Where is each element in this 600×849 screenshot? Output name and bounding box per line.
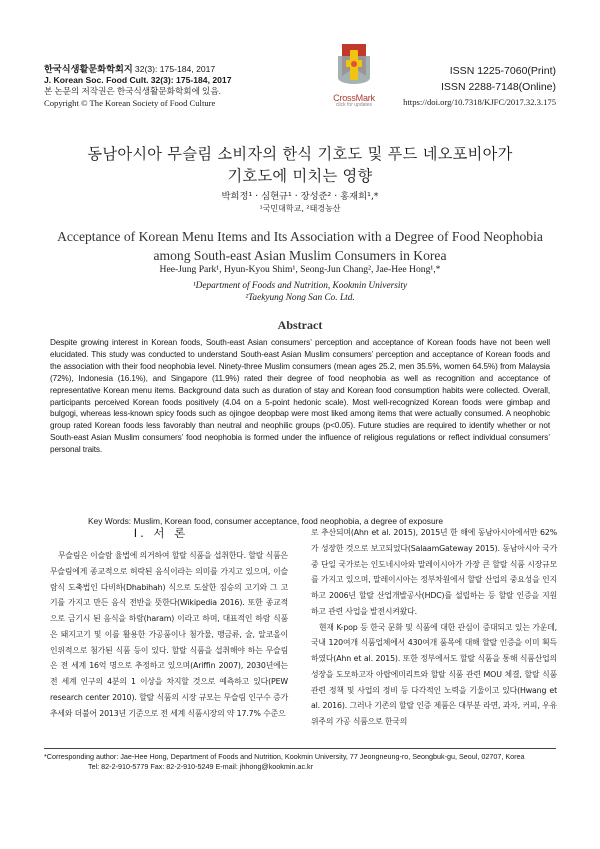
corresponding-author-footnote [44,752,564,772]
title-english [50,228,550,265]
footnote-line: *Corresponding author: Jae-Hee Hong, Department of Foods and Nutrition, Kookmin University, 77 Jeongneung-ro, Seongbuk-gu, Seoul, 02707, Korea [44,752,525,761]
crossmark-subtitle: click for updates [335,102,373,108]
affiliations-korean: ¹국민대학교, ²태경농산 [259,204,341,213]
title-korean-line: 동남아시아 무슬림 소비자의 한식 기호도 및 푸드 네오포비아가 [87,145,513,163]
title-english-line: among South-east Asian Muslim Consumers in Korea [153,247,447,263]
section-heading-introduction: Ⅰ. 서 론 [133,526,189,540]
crossmark-title: CrossMark [333,93,375,103]
body-paragraph: 현재 K-pop 등 한국 문화 및 식품에 대한 관심이 증대되고 있는 가운데, 국내 120여개 식품업체에서 430여개 품목에 대해 할랄 인증을 이미 획득하였다(Ahn et al. 2015). 또한 정부에서도 할랄 식품을 통해 식품산업의 성장을 도모하고자 아랍에미리트와 할랄 식품 관련 MOU 체결, 할랄 식품 관련 정책 및 사업의 정비 등 다각적인 노력을 기울이고 있다(Hwang et al. 2016). 그러나 기존의 할랄 인증 제품은 대부분 라면, 과자, 커피, 우유 위주의 가공 식품으로 한국의 [311,622,557,726]
journal-volume-ko: 32(3): 175-184, 2017 [134,64,216,74]
copyright-ko: 본 논문의 저작권은 한국식생활문화학회에 있음. [44,86,221,97]
journal-header [44,64,344,109]
authors-korean: 박희정¹ · 심현규¹ · 장성준² · 홍재희¹,* [221,191,379,202]
title-english-line: Acceptance of Korean Menu Items and Its Association with a Degree of Food Neophobia [57,229,543,244]
crossmark-icon [336,42,372,86]
journal-name-en: J. Korean Soc. Food Cult. [44,75,149,86]
footnote-divider [44,748,556,749]
doi-link[interactable]: https://doi.org/10.7318/KJFC/2017.32.3.175 [403,97,556,107]
affiliation-line: ²Taekyung Nong San Co. Ltd. [245,293,355,303]
journal-name-ko: 한국식생활문화학회지 [44,64,133,74]
body-column-right [311,525,557,730]
body-paragraph: 무슬림은 이슬람 율법에 의거하여 할랄 식품을 섭취한다. 할랄 식품은 무슬림에게 종교적으로 허락된 음식이라는 의미를 가지고 있으며, 이슬람식 도축법인 다비하(Dhabihah) 식으로 도살한 짐승의 고기와 그 고기를 가지고 만든 음식 전반을 뜻한다(Wikipedia 2016). 또한 종교적으로 금기시 된 음식을 하람(haram) 이라고 하며, 대표적인 하람 식품은 돼지고기 및 이를 활용한 가공품이나 첨가물, 맹금류, 술, 알코올이 인위적으로 첨가된 식품 등이 있다. 할랄 식품을 섭취해야 하는 무슬림은 전 세계 16억 명으로 추정하고 있으며(Ariffin 2007), 2030년에는 전 세계 인구의 4분의 1 이상을 차지할 것으로 예측하고 있다(PEW research center 2010). 할랄 식품의 시장 규모는 무슬림 인구수 증가 추세와 더불어 2013년 기준으로 전 세계 식품시장의 약 17.7% 수준으 [50,551,288,718]
issn-online: ISSN 2288-7148(Online) [441,81,556,93]
issn-block [403,63,556,109]
crossmark-badge[interactable] [326,42,382,108]
authors-english: Hee-Jung Park¹, Hyun-Kyou Shim¹, Seong-Jun Chang², Jae-Hee Hong¹,* [159,264,441,275]
abstract-heading: Abstract [277,318,323,332]
issn-print: ISSN 1225-7060(Print) [449,65,556,77]
abstract-body: Despite growing interest in Korean foods, South-east Asian consumers’ perception and acceptance of Korean foods have not been well elucidated. This study was conducted to understand South-east Asian Muslim consumers’ perception and acceptance of Korean foods and the association with their food neophobia level. Ninety-three Muslim consumers (mean ages 25.2, men 35.5%, women 64.5%) from Malaysia (72%), Indonesia (16.1%), and Singapore (11.9%) rated their degree of food neophobia as well as recognition and acceptance of representative Korean menu items. Background data such as duration of stay and Korean food consumption habits were collected. Overall, participants perceived Korean foods positively (4.04 on a 5-point hedonic scale). Most well-recognized Korean foods were gimbap and bulgogi, whereas less-known spicy foods such as ojingoe deopbap were most liked among items that were actually consumed. A neophobic group rated Korean foods less favorably than neutral and neophilic groups (p<0.05). Future studies are required to identify whether or not South-east Asian Muslim consumers’ food neophobia is formed under the influence of religious regulations or reflect individual consumers’ personal traits. [50,338,550,455]
footnote-contact: Tel: 82-2-910-5779 Fax: 82-2-910-5249 E-mail: jhhong@kookmin.ac.kr [88,762,314,771]
title-korean [60,143,540,187]
journal-volume-en: 32(3): 175-184, 2017 [150,75,232,86]
body-column-left [50,548,288,721]
keywords: Key Words: Muslim, Korean food, consumer acceptance, food neophobia, a degree of exposure [88,516,444,526]
copyright-en: Copyright © The Korean Society of Food Culture [44,97,216,108]
affiliation-line: ¹Department of Foods and Nutrition, Kookmin University [192,281,408,291]
body-paragraph: 로 추산되며(Ahn et al. 2015), 2015년 한 해에 동남아시아에서만 62%가 성장한 것으로 보고되었다(SalaamGateway 2015). 동남아시아 국가 중 단일 국가로는 인도네시아와 말레이시아가 가장 큰 할랄 식품 시장규모를 가지고 있으며, 말레이시아는 정부차원에서 할랄 산업의 중요성을 인지하고 2006년 할랄 산업개발공사(HDC)를 설립하는 등 할랄 인증을 지원하고 관련 사업을 발전시켜왔다. [311,528,557,616]
affiliations-english [100,280,500,304]
title-korean-line: 기호도에 미치는 영향 [227,167,373,185]
